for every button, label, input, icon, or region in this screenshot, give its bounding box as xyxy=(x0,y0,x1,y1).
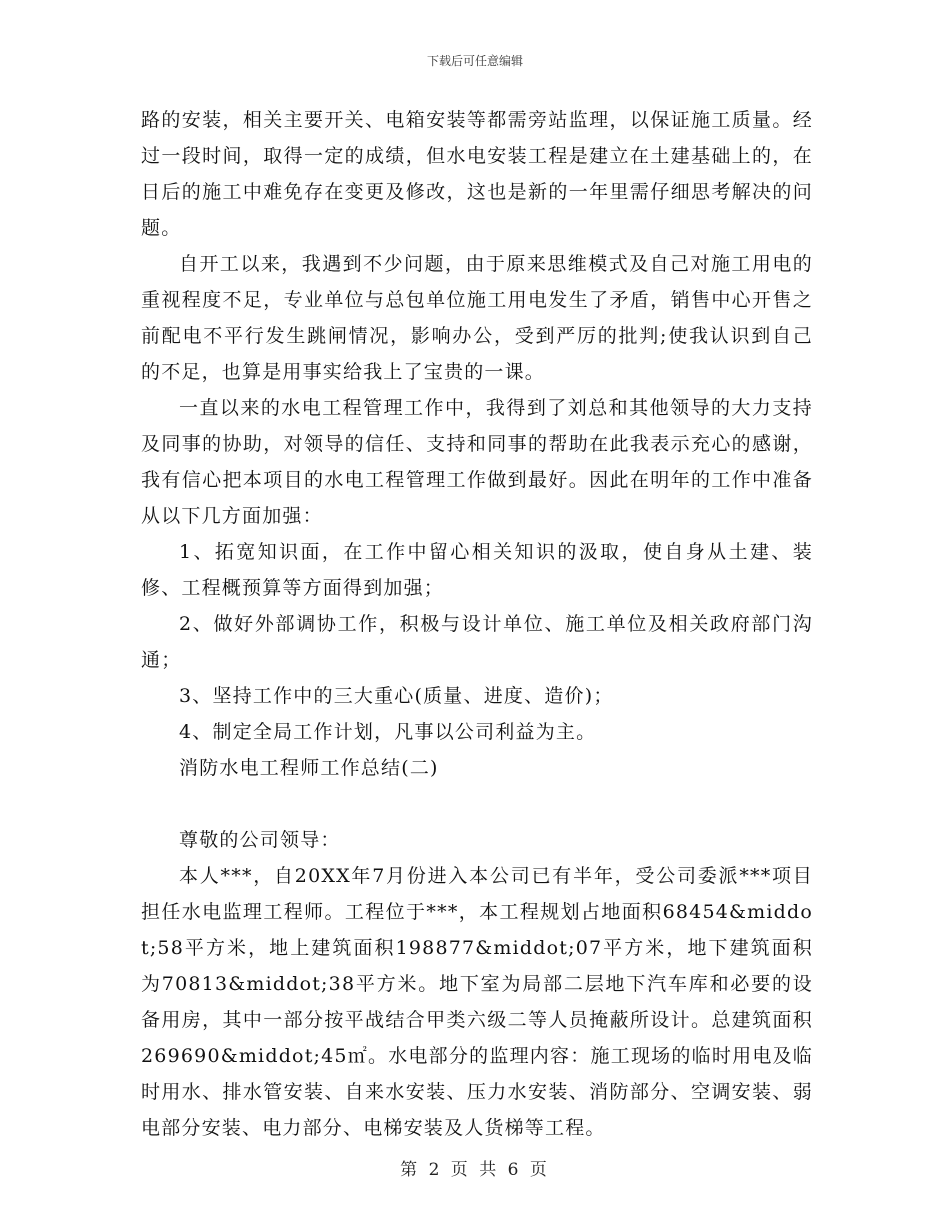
list-item-4: 4、制定全局工作计划，凡事以公司利益为主。 xyxy=(179,721,597,743)
page-header-note: 下载后可任意编辑 xyxy=(426,54,523,68)
page-number: 第 2 页 共 6 页 xyxy=(400,1160,550,1180)
list-item-3: 3、坚持工作中的三大重心(质量、进度、造价)； xyxy=(179,685,614,707)
blank-line xyxy=(141,786,813,822)
paragraph-support: 一直以来的水电工程管理工作中，我得到了刘总和其他领导的大力支持及同事的协助，对领导的信任、支持和同事的帮助在此我表示充心的感谢，我有信心把本项目的水电工程管理工作做到最好。因此在明年的工作中准备从以下几方面加强： xyxy=(141,397,813,527)
paragraph-project-intro: 本人***，自20XX年7月份进入本公司已有半年，受公司委派***项目担任水电监理工程师。工程位于***，本工程规划占地面积68454&middot;58平方米，地上建筑面积198877&middot;07平方米，地下建筑面积为70813&middot;38平方米。地下室为局部二层地下汽车库和必要的设备用房，其中一部分按平战结合甲类六级二等人员掩蔽所设计。总建筑面积269690&middot;45㎡。水电部分的监理内容：施工现场的临时用电及临时用水、排水管安装、自来水安装、压力水安装、消防部分、空调安装、弱电部分安装、电力部分、电梯安装及人货梯等工程。 xyxy=(141,865,813,1139)
salutation: 尊敬的公司领导： xyxy=(179,829,341,851)
section-title: 消防水电工程师工作总结(二) xyxy=(179,757,439,779)
paragraph-problems: 自开工以来，我遇到不少问题，由于原来思维模式及自己对施工用电的重视程度不足，专业单位与总包单位施工用电发生了矛盾，销售中心开售之前配电不平行发生跳闸情况，影响办公，受到严厉的批判;使我认识到自己的不足，也算是用事实给我上了宝贵的一课。 xyxy=(141,253,813,383)
list-item-2: 2、做好外部调协工作，积极与设计单位、施工单位及相关政府部门沟通； xyxy=(141,613,813,671)
list-item-1: 1、拓宽知识面，在工作中留心相关知识的汲取，使自身从土建、装修、工程概预算等方面得到加强； xyxy=(141,541,813,599)
document-body xyxy=(141,102,813,1146)
paragraph-continued: 路的安装，相关主要开关、电箱安装等都需旁站监理，以保证施工质量。经过一段时间，取得一定的成绩，但水电安装工程是建立在土建基础上的，在日后的施工中难免存在变更及修改，这也是新的一年里需仔细思考解决的问题。 xyxy=(141,109,813,239)
